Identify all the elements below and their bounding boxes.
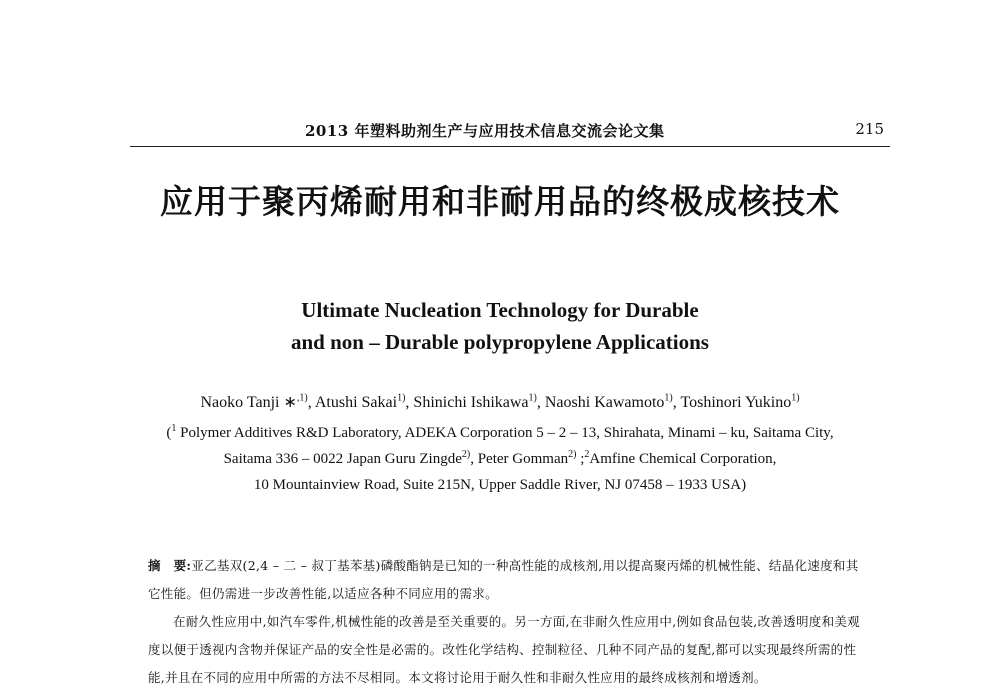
author-affiliation-mark: 1) (397, 392, 406, 404)
affiliation-line-3: 10 Mountainview Road, Suite 215N, Upper Saddle River, NJ 07458 – 1933 USA) (253, 477, 747, 493)
journal-title: 2013 年塑料助剂生产与应用技术信息交流会论文集 (305, 122, 665, 140)
page-number: 215 (855, 120, 884, 138)
author-list: Naoko Tanji ∗$^{,1)}$, Atushi Sakai$^{1)}$, Shinichi Ishikawa$^{1)}$, Naoshi Kawamoto$^{1)}$, Toshinori Yukino$^{1)}$ (200, 392, 800, 411)
title-english (0, 294, 1000, 358)
title-english-line-2: and non – Durable polypropylene Applications (291, 330, 709, 354)
author-affiliation-mark: ,1) (296, 392, 308, 404)
author-affiliation-mark: 1) (791, 392, 800, 404)
author-name: Naoshi Kawamoto (544, 394, 665, 411)
author-affiliation-mark: 1) (664, 392, 673, 404)
affiliations (0, 420, 1000, 498)
abstract (148, 552, 863, 692)
affiliation-line-2: Saitama 336 – 0022 Japan Guru Zingde$^{2)}$, Peter Gomman$^{2)}$ ;$^2$Amfine Chemical Corporation, (223, 449, 777, 467)
abstract-label: 摘 要: (148, 558, 192, 573)
abstract-paragraph-1: 摘 要:亚乙基双(2,4 – 二 – 叔丁基苯基)磷酸酯钠是已知的一种高性能的成核剂,用以提高聚丙烯的机械性能、结晶化速度和其它性能。但仍需进一步改善性能,以适应各种不同应用的需求。 (148, 558, 859, 601)
author-name: Atushi Sakai (314, 394, 398, 411)
title-english-line-1: Ultimate Nucleation Technology for Durable (301, 298, 699, 322)
running-header (130, 116, 890, 147)
author-affiliation-mark: 1) (528, 392, 537, 404)
title-chinese: 应用于聚丙烯耐用和非耐用品的终极成核技术 (160, 182, 840, 221)
author-name: Naoko Tanji ∗ (200, 394, 297, 411)
author-name: Toshinori Yukino (680, 394, 792, 411)
author-name: Shinichi Ishikawa (413, 394, 529, 411)
affiliation-line-1: ($^1$ Polymer Additives R&D Laboratory, ADEKA Corporation 5 – 2 – 13, Shirahata, Minami – ku, Saitama City, (166, 423, 834, 441)
abstract-paragraph-2: 在耐久性应用中,如汽车零件,机械性能的改善是至关重要的。另一方面,在非耐久性应用中,例如食品包装,改善透明度和美观度以便于透视内含物并保证产品的安全性是必需的。改性化学结构、控制粒径、几种不同产品的复配,都可以实现最终所需的性能,并且在不同的应用中所需的方法不尽相同。本文将讨论用于耐久性和非耐久性应用的最终成核剂和增透剂。 (148, 614, 860, 685)
